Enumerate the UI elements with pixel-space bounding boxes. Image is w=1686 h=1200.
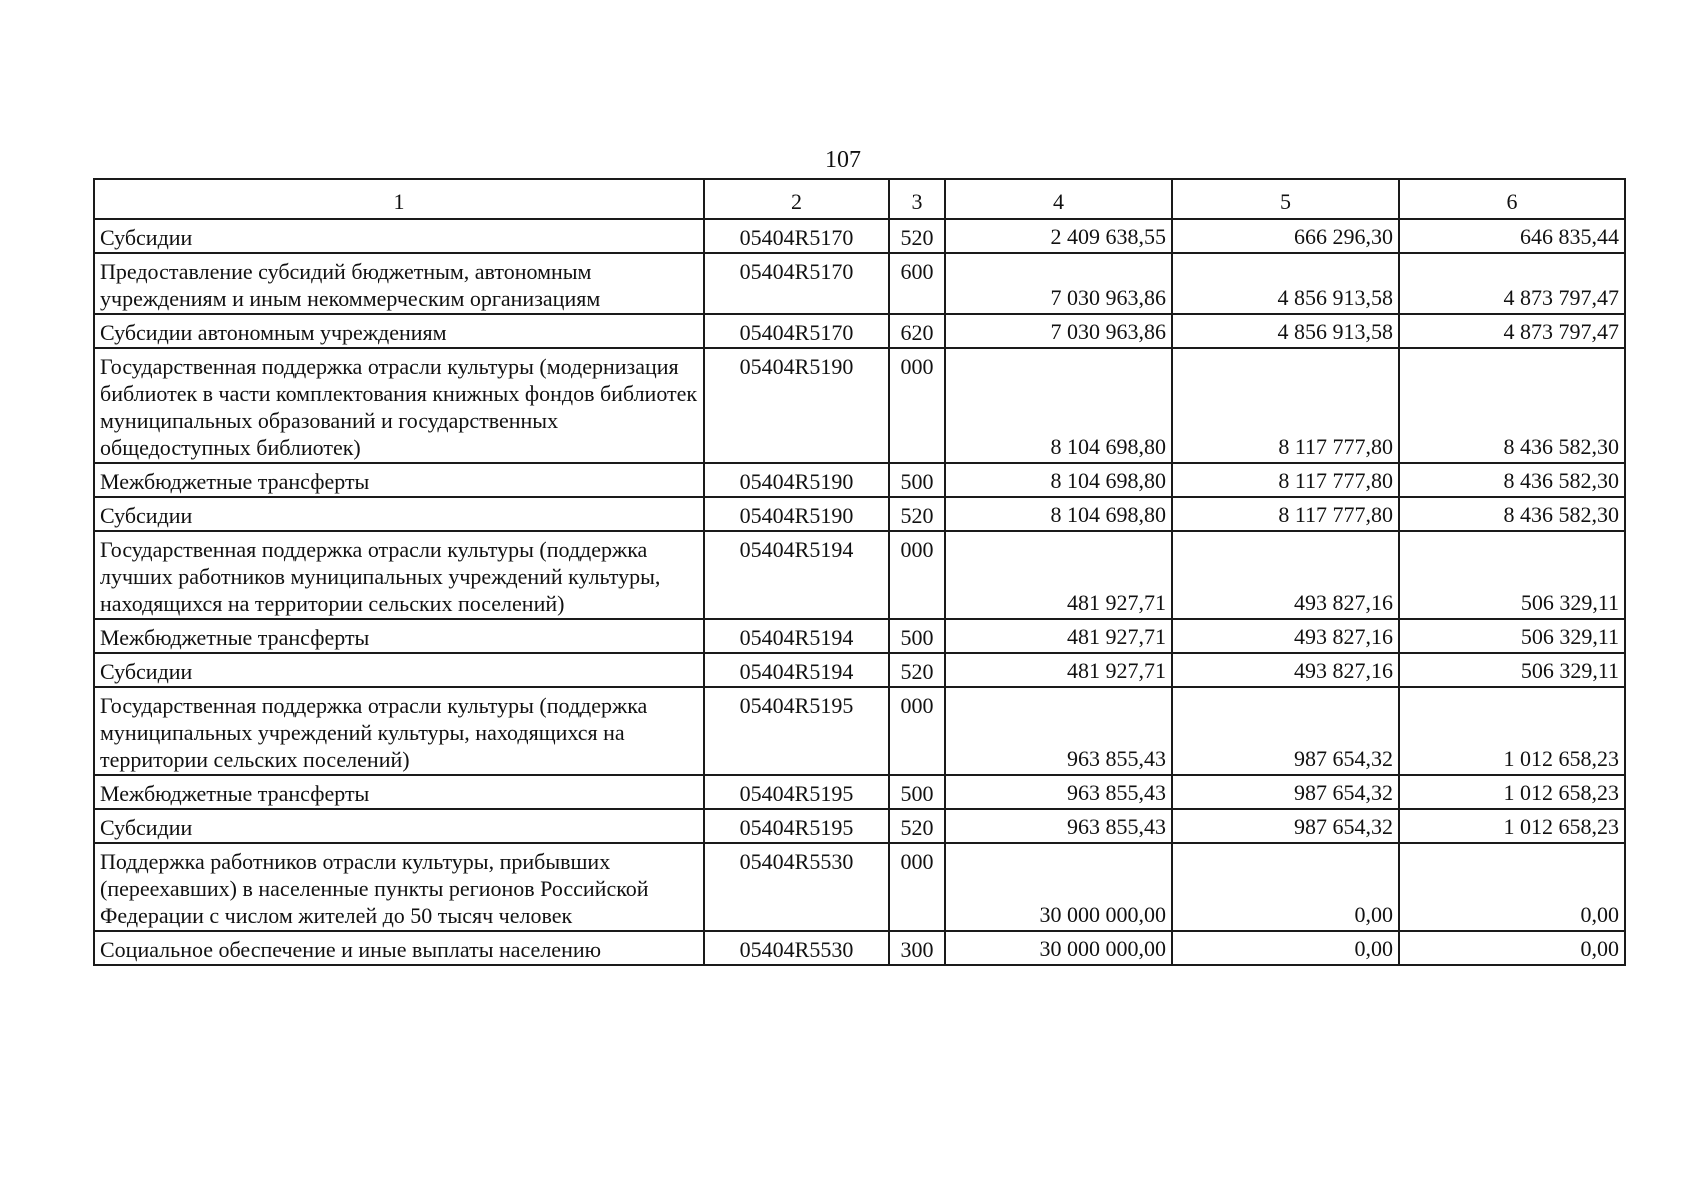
row-kind: 500 bbox=[889, 619, 945, 653]
row-amount-4: 8 104 698,80 bbox=[945, 463, 1172, 497]
table-row bbox=[94, 619, 1625, 653]
table-row bbox=[94, 775, 1625, 809]
table-row bbox=[94, 931, 1625, 965]
row-amount-5: 0,00 bbox=[1172, 931, 1399, 965]
row-amount-4: 481 927,71 bbox=[945, 531, 1172, 619]
row-name: Межбюджетные трансферты bbox=[94, 463, 704, 497]
row-code: 05404R5190 bbox=[704, 497, 889, 531]
row-amount-6: 506 329,11 bbox=[1399, 531, 1625, 619]
row-name: Государственная поддержка отрасли культуры (поддержка лучших работников муниципальных учреждений культуры, находящихся на территории сельских поселений) bbox=[94, 531, 704, 619]
table-row bbox=[94, 687, 1625, 775]
row-amount-6: 4 873 797,47 bbox=[1399, 253, 1625, 314]
row-amount-5: 4 856 913,58 bbox=[1172, 253, 1399, 314]
row-code: 05404R5190 bbox=[704, 348, 889, 463]
row-name: Государственная поддержка отрасли культуры (модернизация библиотек в части комплектования книжных фондов библиотек муниципальных образований и государственных общедоступных библиотек) bbox=[94, 348, 704, 463]
row-amount-6: 8 436 582,30 bbox=[1399, 463, 1625, 497]
row-code: 05404R5194 bbox=[704, 653, 889, 687]
row-amount-4: 963 855,43 bbox=[945, 775, 1172, 809]
row-amount-5: 493 827,16 bbox=[1172, 619, 1399, 653]
table-row bbox=[94, 314, 1625, 348]
table-row bbox=[94, 463, 1625, 497]
row-amount-6: 8 436 582,30 bbox=[1399, 348, 1625, 463]
table-row bbox=[94, 253, 1625, 314]
row-amount-4: 963 855,43 bbox=[945, 809, 1172, 843]
row-amount-6: 646 835,44 bbox=[1399, 219, 1625, 253]
row-name: Поддержка работников отрасли культуры, прибывших (переехавших) в населенные пункты регионов Российской Федерации с числом жителей до 50 тысяч человек bbox=[94, 843, 704, 931]
row-amount-6: 506 329,11 bbox=[1399, 653, 1625, 687]
row-code: 05404R5195 bbox=[704, 775, 889, 809]
table-row bbox=[94, 531, 1625, 619]
column-header-4: 4 bbox=[945, 179, 1172, 219]
row-kind: 620 bbox=[889, 314, 945, 348]
row-amount-6: 1 012 658,23 bbox=[1399, 687, 1625, 775]
row-code: 05404R5530 bbox=[704, 931, 889, 965]
row-name: Субсидии автономным учреждениям bbox=[94, 314, 704, 348]
row-code: 05404R5170 bbox=[704, 314, 889, 348]
row-name: Субсидии bbox=[94, 653, 704, 687]
row-name: Субсидии bbox=[94, 497, 704, 531]
row-code: 05404R5530 bbox=[704, 843, 889, 931]
budget-table bbox=[93, 178, 1626, 966]
row-name: Субсидии bbox=[94, 219, 704, 253]
row-amount-6: 1 012 658,23 bbox=[1399, 775, 1625, 809]
row-kind: 000 bbox=[889, 348, 945, 463]
row-amount-5: 493 827,16 bbox=[1172, 653, 1399, 687]
row-amount-4: 481 927,71 bbox=[945, 653, 1172, 687]
row-amount-6: 8 436 582,30 bbox=[1399, 497, 1625, 531]
table-row bbox=[94, 219, 1625, 253]
row-amount-4: 963 855,43 bbox=[945, 687, 1172, 775]
row-kind: 000 bbox=[889, 531, 945, 619]
row-kind: 520 bbox=[889, 497, 945, 531]
table-row bbox=[94, 348, 1625, 463]
row-amount-5: 8 117 777,80 bbox=[1172, 497, 1399, 531]
row-amount-5: 987 654,32 bbox=[1172, 775, 1399, 809]
row-code: 05404R5194 bbox=[704, 619, 889, 653]
row-code: 05404R5195 bbox=[704, 687, 889, 775]
table-row bbox=[94, 653, 1625, 687]
row-amount-5: 0,00 bbox=[1172, 843, 1399, 931]
row-amount-6: 1 012 658,23 bbox=[1399, 809, 1625, 843]
row-kind: 500 bbox=[889, 463, 945, 497]
row-kind: 500 bbox=[889, 775, 945, 809]
row-amount-4: 7 030 963,86 bbox=[945, 314, 1172, 348]
row-code: 05404R5194 bbox=[704, 531, 889, 619]
row-amount-4: 30 000 000,00 bbox=[945, 931, 1172, 965]
column-header-3: 3 bbox=[889, 179, 945, 219]
page-number: 107 bbox=[825, 147, 861, 173]
header-row bbox=[94, 179, 1625, 219]
table-row bbox=[94, 497, 1625, 531]
row-amount-5: 8 117 777,80 bbox=[1172, 348, 1399, 463]
row-amount-4: 30 000 000,00 bbox=[945, 843, 1172, 931]
row-code: 05404R5190 bbox=[704, 463, 889, 497]
column-header-1: 1 bbox=[94, 179, 704, 219]
row-name: Субсидии bbox=[94, 809, 704, 843]
table-row bbox=[94, 809, 1625, 843]
row-kind: 300 bbox=[889, 931, 945, 965]
row-kind: 000 bbox=[889, 687, 945, 775]
row-amount-4: 2 409 638,55 bbox=[945, 219, 1172, 253]
row-amount-5: 8 117 777,80 bbox=[1172, 463, 1399, 497]
row-amount-4: 8 104 698,80 bbox=[945, 497, 1172, 531]
row-kind: 520 bbox=[889, 809, 945, 843]
row-amount-6: 0,00 bbox=[1399, 843, 1625, 931]
row-code: 05404R5195 bbox=[704, 809, 889, 843]
row-amount-5: 666 296,30 bbox=[1172, 219, 1399, 253]
row-amount-4: 7 030 963,86 bbox=[945, 253, 1172, 314]
column-header-5: 5 bbox=[1172, 179, 1399, 219]
row-kind: 000 bbox=[889, 843, 945, 931]
column-header-6: 6 bbox=[1399, 179, 1625, 219]
row-amount-6: 4 873 797,47 bbox=[1399, 314, 1625, 348]
row-code: 05404R5170 bbox=[704, 253, 889, 314]
row-name: Социальное обеспечение и иные выплаты населению bbox=[94, 931, 704, 965]
row-kind: 520 bbox=[889, 219, 945, 253]
row-name: Государственная поддержка отрасли культуры (поддержка муниципальных учреждений культуры, находящихся на территории сельских поселений) bbox=[94, 687, 704, 775]
row-amount-5: 4 856 913,58 bbox=[1172, 314, 1399, 348]
row-name: Предоставление субсидий бюджетным, автономным учреждениям и иным некоммерческим организациям bbox=[94, 253, 704, 314]
row-amount-6: 0,00 bbox=[1399, 931, 1625, 965]
row-amount-6: 506 329,11 bbox=[1399, 619, 1625, 653]
row-amount-5: 493 827,16 bbox=[1172, 531, 1399, 619]
row-code: 05404R5170 bbox=[704, 219, 889, 253]
row-amount-4: 481 927,71 bbox=[945, 619, 1172, 653]
row-amount-4: 8 104 698,80 bbox=[945, 348, 1172, 463]
row-kind: 520 bbox=[889, 653, 945, 687]
row-amount-5: 987 654,32 bbox=[1172, 809, 1399, 843]
column-header-2: 2 bbox=[704, 179, 889, 219]
table-row bbox=[94, 843, 1625, 931]
row-name: Межбюджетные трансферты bbox=[94, 775, 704, 809]
row-amount-5: 987 654,32 bbox=[1172, 687, 1399, 775]
row-name: Межбюджетные трансферты bbox=[94, 619, 704, 653]
row-kind: 600 bbox=[889, 253, 945, 314]
